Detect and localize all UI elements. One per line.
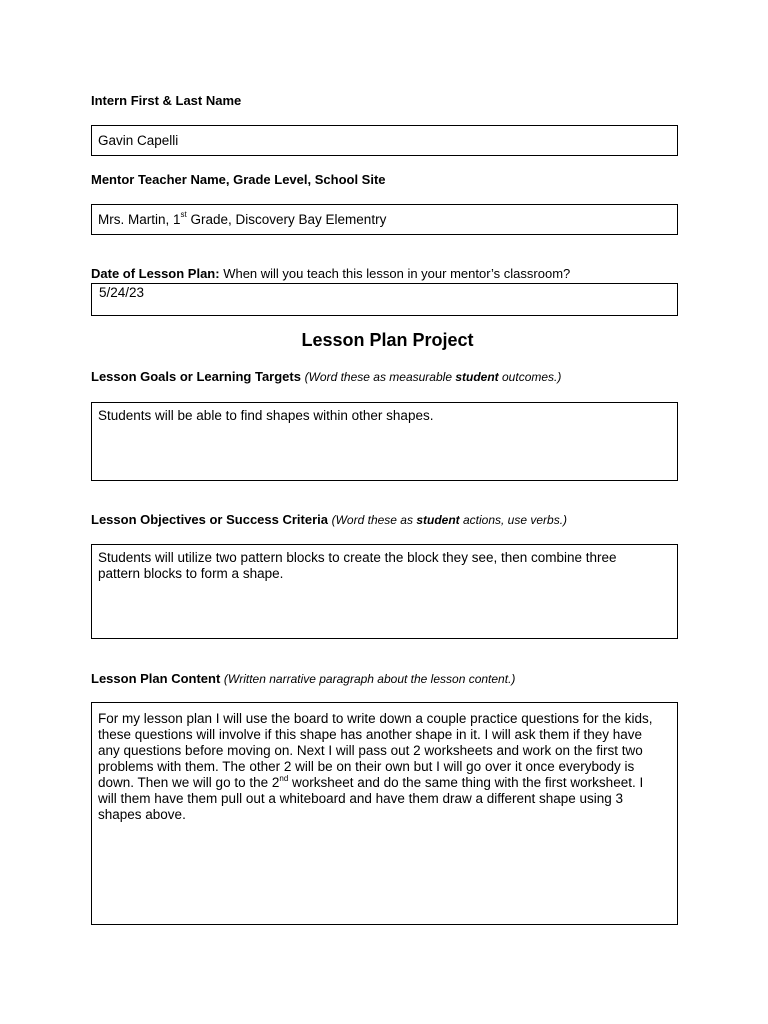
lesson-content-field[interactable] — [91, 702, 678, 925]
lesson-content-line: down. Then we will go to the 2nd worksheet and do the same thing with the first worksheet. I — [98, 773, 644, 790]
lesson-date-label: Date of Lesson Plan: When will you teach this lesson in your mentor’s classroom? — [91, 266, 571, 281]
lesson-objectives-note: (Word these as student actions, use verbs.) — [331, 513, 568, 527]
lesson-content-line: these questions will involve if this shape has another shape in it. I will ask them if they have — [98, 727, 643, 742]
lesson-content-line: will them have them pull out a whiteboard and have them draw a different shape using 3 — [98, 791, 624, 806]
lesson-content-line: For my lesson plan I will use the board to write down a couple practice questions for the kids, — [98, 711, 653, 726]
lesson-content-note: (Written narrative paragraph about the lesson content.) — [223, 672, 516, 686]
mentor-info-label: Mentor Teacher Name, Grade Level, School Site — [91, 172, 386, 187]
lesson-date-question: When will you teach this lesson in your mentor’s classroom? — [219, 266, 571, 281]
lesson-objectives-field[interactable] — [91, 544, 678, 639]
lesson-goals-note: (Word these as measurable student outcomes.) — [304, 370, 562, 384]
lesson-content-line: any questions before moving on. Next I will pass out 2 worksheets and work on the first two — [98, 743, 643, 758]
mentor-info-value: Mrs. Martin, 1st Grade, Discovery Bay Elementry — [98, 210, 387, 227]
lesson-objectives-line: pattern blocks to form a shape. — [98, 566, 284, 581]
lesson-content-label: Lesson Plan Content (Written narrative paragraph about the lesson content.) — [91, 671, 516, 686]
lesson-goals-field[interactable] — [91, 402, 678, 481]
lesson-goals-value: Students will be able to find shapes within other shapes. — [98, 408, 434, 423]
lesson-date-field[interactable] — [91, 283, 678, 316]
lesson-objectives-label: Lesson Objectives or Success Criteria (Word these as student actions, use verbs.) — [91, 512, 568, 527]
intern-name-label: Intern First & Last Name — [91, 93, 242, 108]
mentor-info-field[interactable] — [91, 204, 678, 235]
lesson-content-line: shapes above. — [98, 807, 186, 822]
page-title: Lesson Plan Project — [301, 330, 474, 350]
lesson-date-value: 5/24/23 — [99, 285, 145, 300]
intern-name-value: Gavin Capelli — [98, 132, 179, 148]
intern-name-field[interactable] — [91, 125, 678, 156]
lesson-content-line: problems with them. The other 2 will be on their own but I will go over it once everybody is — [98, 759, 635, 774]
lesson-objectives-line: Students will utilize two pattern blocks to create the block they see, then combine three — [98, 550, 617, 565]
lesson-goals-label: Lesson Goals or Learning Targets (Word these as measurable student outcomes.) — [91, 369, 562, 384]
